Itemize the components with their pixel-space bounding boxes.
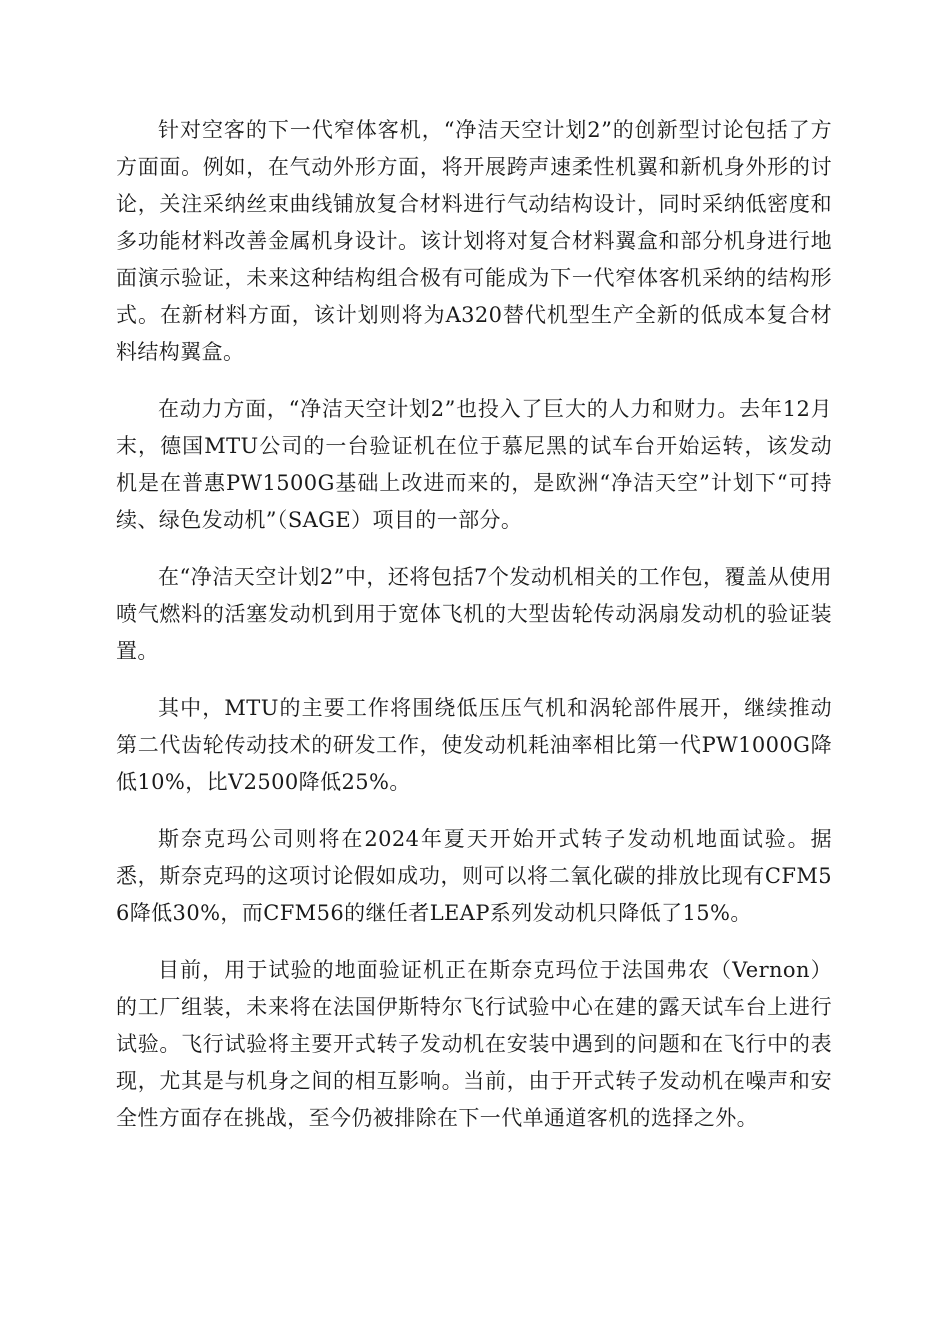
paragraph-snecma: 斯奈克玛公司则将在2024年夏天开始开式转子发动机地面试验。据悉，斯奈克玛的这项讨论假如成功，则可以将二氧化碳的排放比现有CFM56降低30%，而CFM56的继任者LEAP系列发动机只降低了15%。 [116, 827, 832, 925]
paragraph-ground-demonstrator: 目前，用于试验的地面验证机正在斯奈克玛位于法国弗农（Vernon）的工厂组装，未来将在法国伊斯特尔飞行试验中心在建的露天试车台上进行试验。飞行试验将主要开式转子发动机在安装中遇到的问题和在飞行中的表现，尤其是与机身之间的相互影响。当前，由于开式转子发动机在噪声和安全性方面存在挑战，至今仍被排除在下一代单通道客机的选择之外。 [116, 958, 832, 1130]
paragraph-propulsion: 在动力方面，“净洁天空计划2”也投入了巨大的人力和财力。去年12月末，德国MTU公司的一台验证机在位于慕尼黑的试车台开始运转，该发动机是在普惠PW1500G基础上改进而来的，是欧洲“净洁天空”计划下“可持续、绿色发动机”（SAGE）项目的一部分。 [116, 397, 832, 532]
paragraph-mtu: 其中，MTU的主要工作将围绕低压压气机和涡轮部件展开，继续推动第二代齿轮传动技术的研发工作，使发动机耗油率相比第一代PW1000G降低10%，比V2500降低25%。 [116, 696, 832, 794]
paragraph-wing-design: 针对空客的下一代窄体客机，“净洁天空计划2”的创新型讨论包括了方方面面。例如，在气动外形方面，将开展跨声速柔性机翼和新机身外形的讨论，关注采纳丝束曲线铺放复合材料进行气动结构设计，同时采纳低密度和多功能材料改善金属机身设计。该计划将对复合材料翼盒和部分机身进行地面演示验证，未来这种结构组合极有可能成为下一代窄体客机采纳的结构形式。在新材料方面，该计划则将为A320替代机型生产全新的低成本复合材料结构翼盒。 [116, 118, 832, 364]
document-body [116, 112, 832, 1157]
paragraph-work-packages: 在“净洁天空计划2”中，还将包括7个发动机相关的工作包，覆盖从使用喷气燃料的活塞发动机到用于宽体飞机的大型齿轮传动涡扇发动机的验证装置。 [116, 565, 832, 663]
